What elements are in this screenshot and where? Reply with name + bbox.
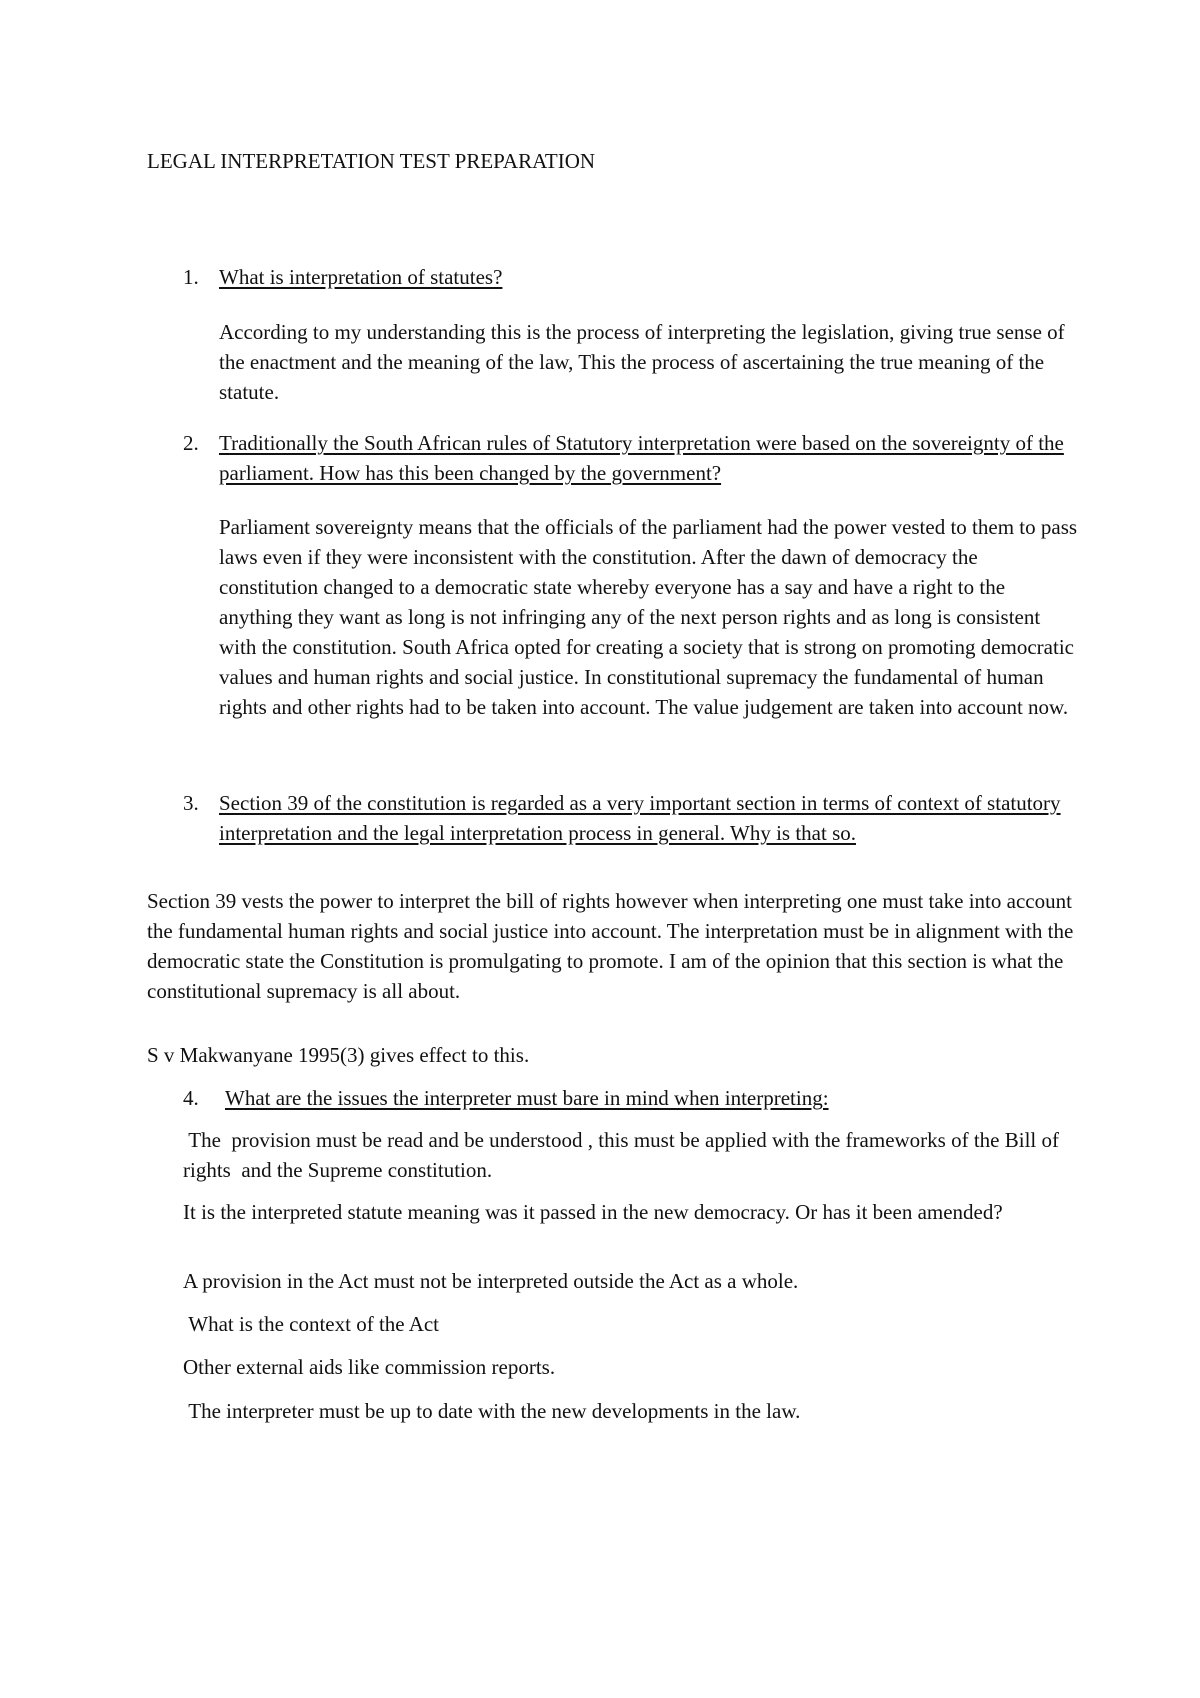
question-number: 3.	[183, 791, 199, 815]
question-1	[183, 262, 1083, 292]
question-text: Section 39 of the constitution is regarded as a very important section in terms of context of statutory interpretation and the legal interpretation process in general. Why is that so.	[219, 791, 1061, 845]
answer-3: Section 39 vests the power to interpret the bill of rights however when interpreting one must take into account the fundamental human rights and social justice into account. The interpretation must be in alignment with the democratic state the Constitution is promulgating to promote. I am of the opinion that this section is what the constitutional supremacy is all about.	[147, 889, 1074, 1003]
answer-1: According to my understanding this is the process of interpreting the legislation, giving true sense of the enactment and the meaning of the law, This the process of ascertaining the true meaning of the statute.	[219, 320, 1065, 404]
answer-2: Parliament sovereignty means that the officials of the parliament had the power vested to them to pass laws even if they were inconsistent with the constitution. After the dawn of democracy the constitution changed to a democratic state whereby everyone has a say and have a right to the anything they want as long is not infringing any of the next person rights and as long is consistent with the constitution. South Africa opted for creating a society that is strong on promoting democratic values and human rights and social justice. In constitutional supremacy the fundamental of human rights and other rights had to be taken into account. The value judgement are taken into account now.	[219, 515, 1078, 719]
question-number: 1.	[183, 265, 199, 289]
question-2	[183, 428, 1083, 488]
list-item: It is the interpreted statute meaning was it passed in the new democracy. Or has it been amended?	[183, 1200, 1003, 1224]
question-3	[183, 788, 1083, 848]
case-reference: S v Makwanyane 1995(3) gives effect to this.	[147, 1043, 530, 1067]
question-text: What is interpretation of statutes?	[219, 265, 503, 289]
list-item: Other external aids like commission reports.	[183, 1355, 556, 1379]
question-text: Traditionally the South African rules of Statutory interpretation were based on the sovereignty of the parliament. How has this been changed by the government?	[219, 431, 1064, 485]
list-item: The provision must be read and be understood , this must be applied with the frameworks of the Bill of rights and the Supreme constitution.	[183, 1128, 1065, 1182]
list-item: What is the context of the Act	[183, 1312, 440, 1336]
question-number: 4.	[183, 1086, 199, 1110]
question-4	[183, 1083, 1083, 1113]
question-text: What are the issues the interpreter must bare in mind when interpreting:	[225, 1086, 829, 1110]
list-item: The interpreter must be up to date with the new developments in the law.	[183, 1399, 801, 1423]
list-item: A provision in the Act must not be interpreted outside the Act as a whole.	[183, 1269, 799, 1293]
question-number: 2.	[183, 431, 199, 455]
document-title: LEGAL INTERPRETATION TEST PREPARATION	[147, 149, 596, 173]
